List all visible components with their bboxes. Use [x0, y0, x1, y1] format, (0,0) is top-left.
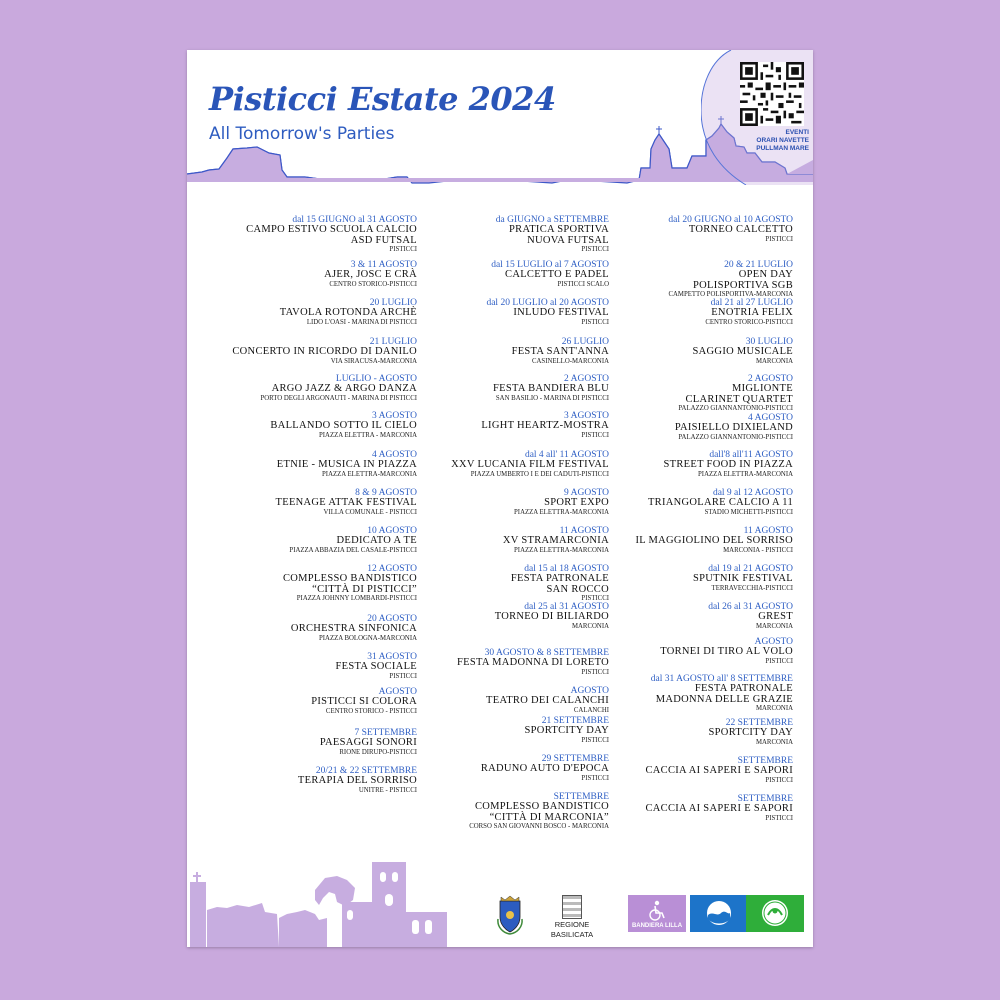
- event-date: dal 19 al 21 AGOSTO: [708, 564, 793, 574]
- event-date: dal 25 al 31 AGOSTO: [524, 602, 609, 612]
- event-place: PIAZZA ABBAZIA DEL CASALE-PISTICCI: [289, 546, 417, 554]
- qr-caption-line-3: PULLMAN MARE: [756, 145, 809, 152]
- event-title: XV STRAMARCONIA: [502, 535, 609, 546]
- event-item: [553, 794, 793, 823]
- event-place: PIAZZA JOHNNY LOMBARDI-PISTICCI: [296, 595, 417, 602]
- event-date: 21 SETTEMBRE: [541, 716, 609, 726]
- event-place: PIAZZA ELETTRA-MARCONIA: [698, 470, 793, 478]
- event-title: TEATRO DEI CALANCHI: [486, 695, 609, 706]
- event-place: MARCONIA: [755, 738, 793, 746]
- event-place: MARCONIA: [755, 357, 793, 365]
- event-date: 20 & 21 LUGLIO: [724, 260, 793, 270]
- event-place: CALANCHI: [573, 706, 609, 714]
- event-place: PISTICCI: [581, 318, 609, 326]
- event-place: PALAZZO GIANNANTONIO-PISTICCI: [678, 433, 793, 441]
- event-title: FESTA SANT'ANNA: [511, 346, 609, 357]
- event-date: 29 SETTEMBRE: [541, 754, 609, 764]
- event-item: [553, 526, 793, 555]
- event-date: 20 LUGLIO: [369, 298, 417, 308]
- event-place: PISTICCI: [581, 431, 609, 439]
- event-place: PIAZZA ELETTRA-MARCONIA: [514, 546, 609, 554]
- event-item: [553, 260, 793, 300]
- event-item: [553, 718, 793, 747]
- event-title: PISTICCI SI COLORA: [311, 696, 417, 707]
- event-place: CENTRO STORICO-PISTICCI: [329, 280, 417, 288]
- event-title: NUOVA FUTSAL: [527, 234, 609, 246]
- event-item: [553, 374, 793, 414]
- event-date: dal 26 al 31 AGOSTO: [708, 602, 793, 612]
- event-date: dal 15 LUGLIO al 7 AGOSTO: [491, 260, 609, 270]
- event-date: dal 4 all' 11 AGOSTO: [524, 450, 609, 460]
- event-date: 21 LUGLIO: [369, 337, 417, 347]
- event-title: XXV LUCANIA FILM FESTIVAL: [451, 459, 609, 470]
- event-date: 8 & 9 AGOSTO: [355, 488, 417, 498]
- poster-title: Pisticci Estate 2024: [209, 80, 556, 118]
- event-place: PIAZZA BOLOGNA-MARCONIA: [319, 634, 417, 642]
- event-place: TERRAVECCHIA-PISTICCI: [711, 584, 793, 592]
- event-date: 2 AGOSTO: [564, 374, 609, 384]
- event-place: PIAZZA ELETTRA-MARCONIA: [322, 470, 417, 478]
- event-title: SPORTCITY DAY: [708, 727, 793, 738]
- event-item: [553, 602, 793, 631]
- event-place: MARCONIA: [755, 622, 793, 630]
- event-place: CENTRO STORICO-PISTICCI: [705, 318, 793, 326]
- event-date: 22 SETTEMBRE: [725, 718, 793, 728]
- event-date: AGOSTO: [378, 687, 417, 697]
- event-date: 9 AGOSTO: [564, 488, 609, 498]
- event-date: dal 21 al 27 LUGLIO: [710, 298, 793, 308]
- event-place: PISTICCI: [765, 235, 793, 243]
- event-title: ENOTRIA FELIX: [711, 307, 793, 318]
- bandiera-lilla-label: BANDIERA LILLA: [631, 923, 683, 929]
- event-title: TORNEO DI BILIARDO: [494, 611, 609, 622]
- poster: [187, 50, 813, 947]
- event-date: 3 AGOSTO: [564, 411, 609, 421]
- event-title: “CITTÀ DI MARCONIA”: [489, 811, 609, 823]
- event-date: 3 AGOSTO: [372, 411, 417, 421]
- event-title: POLISPORTIVA SGB: [693, 279, 793, 291]
- event-date: dal 20 GIUGNO al 10 AGOSTO: [668, 215, 793, 225]
- event-title: PAESAGGI SONORI: [319, 737, 417, 748]
- event-item: [553, 337, 793, 366]
- event-place: VIA SIRACUSA-MARCONIA: [330, 357, 417, 365]
- event-item: [553, 637, 793, 666]
- event-place: PISTICCI: [581, 246, 609, 253]
- event-date: SETTEMBRE: [737, 794, 793, 804]
- event-title: COMPLESSO BANDISTICO: [474, 801, 609, 812]
- event-title: SPORT EXPO: [544, 497, 609, 508]
- event-title: RADUNO AUTO D'EPOCA: [480, 763, 609, 774]
- event-item: [553, 674, 793, 714]
- event-date: da GIUGNO a SETTEMBRE: [495, 215, 609, 225]
- event-title: CONCERTO IN RICORDO DI DANILO: [232, 346, 417, 357]
- event-title: TAVOLA ROTONDA ARCHÈ: [279, 307, 417, 318]
- event-date: 7 SETTEMBRE: [354, 728, 417, 738]
- event-title: INLUDO FESTIVAL: [513, 307, 609, 318]
- event-title: BALLANDO SOTTO IL CIELO: [270, 420, 417, 431]
- event-date: 10 AGOSTO: [367, 526, 417, 536]
- event-title: CLARINET QUARTET: [685, 393, 793, 405]
- event-place: STADIO MICHETTI-PISTICCI: [704, 508, 793, 516]
- event-place: MARCONIA - PISTICCI: [723, 546, 793, 554]
- event-item: [553, 298, 793, 327]
- event-date: LUGLIO - AGOSTO: [335, 374, 417, 384]
- event-title: STREET FOOD IN PIAZZA: [663, 459, 793, 470]
- event-title: FESTA MADONNA DI LORETO: [457, 657, 609, 668]
- event-place: PISTICCI: [765, 657, 793, 665]
- event-place: PISTICCI SCALO: [557, 280, 609, 288]
- event-place: PISTICCI: [581, 736, 609, 744]
- event-date: 20 AGOSTO: [367, 614, 417, 624]
- event-title: ORCHESTRA SINFONICA: [290, 623, 417, 634]
- qr-caption: [723, 129, 809, 153]
- event-title: FESTA BANDIERA BLU: [493, 383, 609, 394]
- event-title: FESTA SOCIALE: [335, 661, 417, 672]
- event-date: 11 AGOSTO: [743, 526, 793, 536]
- event-title: SAGGIO MUSICALE: [692, 346, 793, 357]
- event-date: 3 & 11 AGOSTO: [350, 260, 417, 270]
- event-date: AGOSTO: [570, 686, 609, 696]
- event-place: PISTICCI: [581, 595, 609, 602]
- qr-caption-line-2: ORARI NAVETTE: [756, 137, 809, 144]
- event-place: SAN BASILIO - MARINA DI PISTICCI: [495, 394, 609, 402]
- bandiera-lilla-badge: [628, 895, 686, 932]
- event-item: [553, 215, 793, 244]
- event-place: PISTICCI: [765, 814, 793, 822]
- event-title: PRATICA SPORTIVA: [509, 224, 609, 235]
- event-title: ETNIE - MUSICA IN PIAZZA: [276, 459, 417, 470]
- event-place: PIAZZA ELETTRA-MARCONIA: [514, 508, 609, 516]
- event-date: 11 AGOSTO: [559, 526, 609, 536]
- green-badge-icon: [746, 895, 804, 932]
- skyline-bottom-illustration: [187, 850, 477, 947]
- event-title: DEDICATO A TE: [336, 535, 417, 546]
- event-date: dall'8 all'11 AGOSTO: [709, 450, 793, 460]
- event-item: [553, 413, 793, 442]
- event-date: dal 20 LUGLIO al 20 AGOSTO: [486, 298, 609, 308]
- event-place: PISTICCI: [389, 672, 417, 680]
- event-date: AGOSTO: [754, 637, 793, 647]
- event-place: PISTICCI: [581, 668, 609, 676]
- event-date: SETTEMBRE: [737, 756, 793, 766]
- event-title: CACCIA AI SAPERI E SAPORI: [645, 803, 793, 814]
- event-place: MARCONIA: [755, 705, 793, 712]
- municipal-crest-icon: [495, 895, 525, 935]
- event-place: PALAZZO GIANNANTONIO-PISTICCI: [678, 405, 793, 412]
- event-title: SAN ROCCO: [546, 583, 609, 595]
- event-place: UNITRE - PISTICCI: [358, 786, 417, 794]
- event-date: dal 31 AGOSTO all' 8 SETTEMBRE: [650, 674, 793, 684]
- event-date: 20/21 & 22 SETTEMBRE: [315, 766, 417, 776]
- event-place: PIAZZA UMBERTO I E DEI CADUTI-PISTICCI: [470, 470, 609, 478]
- regione-label-1: REGIONE: [554, 920, 590, 929]
- event-date: 30 LUGLIO: [745, 337, 793, 347]
- event-date: 31 AGOSTO: [367, 652, 417, 662]
- event-place: PISTICCI: [581, 774, 609, 782]
- event-place: PORTO DEGLI ARGONAUTI - MARINA DI PISTICCI: [260, 394, 417, 402]
- event-title: MADONNA DELLE GRAZIE: [655, 693, 793, 705]
- event-date: 2 AGOSTO: [748, 374, 793, 384]
- event-title: SPORTCITY DAY: [524, 725, 609, 736]
- event-title: ASD FUTSAL: [350, 234, 417, 246]
- regione-label-2: BASILICATA: [550, 930, 594, 939]
- event-title: TORNEI DI TIRO AL VOLO: [660, 646, 793, 657]
- event-title: GREST: [758, 611, 793, 622]
- event-place: PISTICCI: [765, 776, 793, 784]
- event-item: [553, 756, 793, 785]
- event-title: TRIANGOLARE CALCIO A 11: [647, 497, 793, 508]
- event-date: 4 AGOSTO: [372, 450, 417, 460]
- event-title: PAISIELLO DIXIELAND: [674, 422, 793, 433]
- event-date: 12 AGOSTO: [367, 564, 417, 574]
- event-title: TERAPIA DEL SORRISO: [297, 775, 417, 786]
- event-item: [553, 564, 793, 593]
- event-title: TORNEO CALCETTO: [688, 224, 793, 235]
- event-title: ARGO JAZZ & ARGO DANZA: [271, 383, 417, 394]
- regione-basilicata-logo: [547, 895, 597, 939]
- wheelchair-icon: [628, 895, 686, 923]
- event-place: VILLA COMUNALE - PISTICCI: [323, 508, 417, 516]
- event-title: AJER, JOSC E CRÀ: [324, 269, 417, 280]
- event-title: CAMPO ESTIVO SCUOLA CALCIO: [246, 224, 417, 235]
- event-place: LIDO L'OASI - MARINA DI PISTICCI: [306, 318, 417, 326]
- event-title: CALCETTO E PADEL: [505, 269, 609, 280]
- event-title: MIGLIONTE: [731, 383, 793, 394]
- event-title: LIGHT HEARTZ-MOSTRA: [481, 420, 609, 431]
- event-place: PISTICCI: [389, 246, 417, 253]
- event-title: TEENAGE ATTAK FESTIVAL: [275, 497, 417, 508]
- event-place: RIONE DIRUPO-PISTICCI: [339, 748, 417, 756]
- regione-emblem-icon: [562, 895, 582, 919]
- event-date: 30 AGOSTO & 8 SETTEMBRE: [484, 648, 609, 658]
- event-place: MARCONIA: [571, 622, 609, 630]
- event-place: PIAZZA ELETTRA - MARCONIA: [319, 431, 417, 439]
- event-place: CASINELLO-MARCONIA: [531, 357, 609, 365]
- event-title: IL MAGGIOLINO DEL SORRISO: [635, 535, 793, 546]
- poster-subtitle: All Tomorrow's Parties: [209, 124, 395, 144]
- event-date: dal 15 GIUGNO al 31 AGOSTO: [292, 215, 417, 225]
- event-date: dal 9 al 12 AGOSTO: [712, 488, 793, 498]
- event-title: FESTA PATRONALE: [694, 683, 793, 694]
- event-date: SETTEMBRE: [553, 792, 609, 802]
- event-title: OPEN DAY: [738, 269, 793, 280]
- event-date: 4 AGOSTO: [748, 413, 793, 423]
- blue-flag-icon: [690, 895, 748, 932]
- qr-caption-line-1: EVENTI: [785, 129, 809, 136]
- event-date: 26 LUGLIO: [561, 337, 609, 347]
- event-place: CENTRO STORICO - PISTICCI: [325, 707, 417, 715]
- event-date: dal 15 al 18 AGOSTO: [524, 564, 609, 574]
- qr-code-icon[interactable]: [740, 62, 804, 126]
- event-item: [553, 450, 793, 479]
- event-place: CAMPETTO POLISPORTIVA-MARCONIA: [668, 291, 793, 298]
- event-item: [553, 488, 793, 517]
- event-title: COMPLESSO BANDISTICO: [282, 573, 417, 584]
- event-title: CACCIA AI SAPERI E SAPORI: [645, 765, 793, 776]
- event-title: FESTA PATRONALE: [510, 573, 609, 584]
- event-title: “CITTÀ DI PISTICCI”: [312, 583, 417, 595]
- event-place: CORSO SAN GIOVANNI BOSCO - MARCONIA: [469, 823, 609, 830]
- event-title: SPUTNIK FESTIVAL: [693, 573, 793, 584]
